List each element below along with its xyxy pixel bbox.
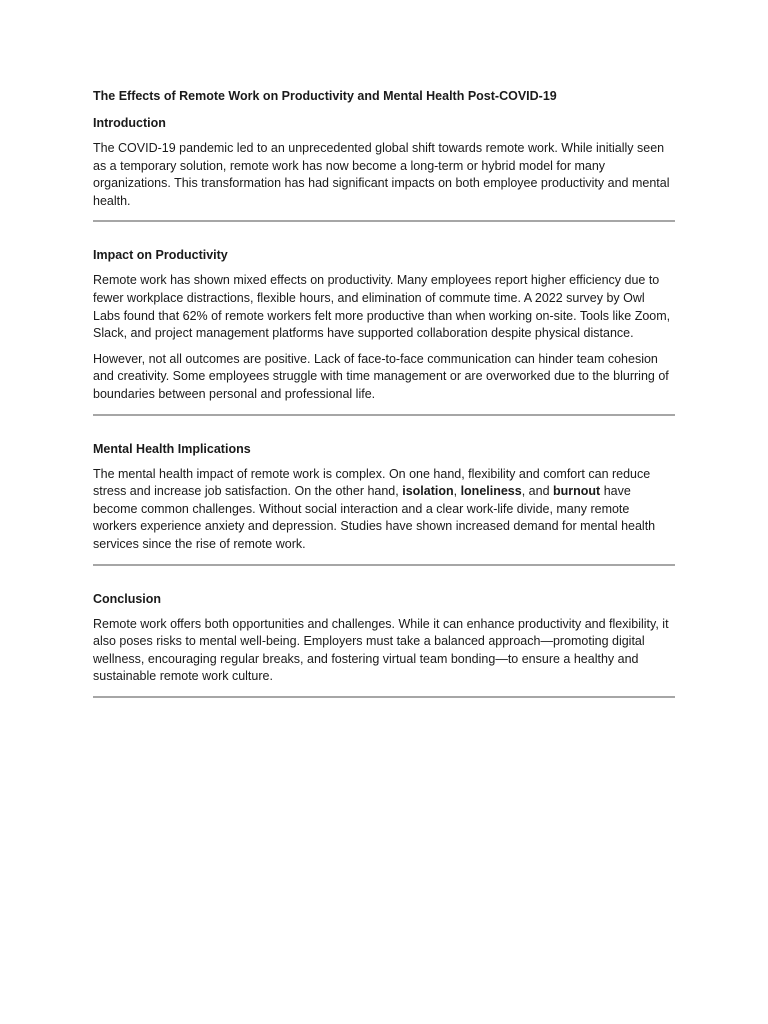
paragraph-mental-health-1	[93, 466, 675, 554]
paragraph-conclusion-1: Remote work offers both opportunities and challenges. While it can enhance productivity and flexibility, it also poses risks to mental well-being. Employers must take a balanced approach—promoting digital wellness, encouraging regular breaks, and fostering virtual team bonding—to ensure a healthy and sustainable remote work culture.	[93, 616, 669, 684]
section-introduction	[93, 114, 675, 222]
document-page	[93, 87, 675, 698]
section-divider	[93, 696, 675, 698]
paragraph-introduction-1: The COVID-19 pandemic led to an unprecedented global shift towards remote work. While initially seen as a temporary solution, remote work has now become a long-term or hybrid model for many organizations. This transformation has had significant impacts on both employee productivity and mental health.	[93, 141, 670, 208]
section-mental-health	[93, 416, 675, 566]
section-productivity	[93, 222, 675, 415]
heading-conclusion: Conclusion	[93, 591, 162, 606]
text-run: The mental health impact of remote work is complex. On one hand, flexibility and comfort can reduce stress and increase job satisfaction. On the other hand,	[93, 466, 651, 499]
heading-mental-health: Mental Health Implications	[93, 441, 251, 456]
section-conclusion	[93, 566, 675, 698]
bold-term-loneliness: loneliness	[460, 484, 522, 499]
heading-productivity: Impact on Productivity	[93, 248, 228, 263]
heading-introduction: Introduction	[93, 116, 166, 130]
text-run: have become common challenges. Without social interaction and a clear work-life divide, many remote workers experience anxiety and depression. Studies have shown increased demand for mental health services since the rise of remote work.	[93, 484, 656, 551]
document-title: The Effects of Remote Work on Productivity and Mental Health Post-COVID-19	[93, 89, 557, 103]
bold-term-isolation: isolation	[402, 484, 454, 499]
text-run: ,	[453, 484, 461, 499]
paragraph-productivity-1: Remote work has shown mixed effects on productivity. Many employees report higher efficiency due to fewer workplace distractions, flexible hours, and elimination of commute time. A 2022 survey by Owl Labs found that 62% of remote workers felt more productive than when working on-site. Tools like Zoom, Slack, and project management platforms have supported collaboration despite physical distance.	[93, 273, 671, 341]
paragraph-productivity-2: However, not all outcomes are positive. Lack of face-to-face communication can hinder team cohesion and creativity. Some employees struggle with time management or are overworked due to the blurring of boundaries between personal and professional life.	[93, 351, 669, 401]
bold-term-burnout: burnout	[553, 484, 601, 499]
text-run: , and	[521, 484, 553, 499]
